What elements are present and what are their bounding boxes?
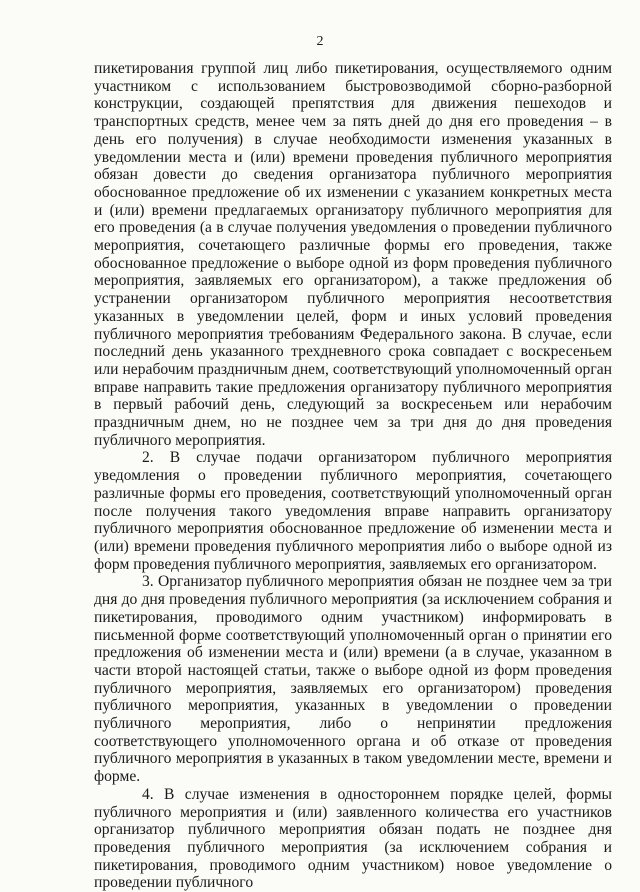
page-number: 2 xyxy=(316,34,324,49)
paragraph-continuation: пикетирования группой лиц либо пикетирования, осуществляемого одним участником с использованием быстровозводимой сборно-разборной конструкции, создающей препятствия для движения пешеходов и транспортных средств, менее чем за пять дней до дня его проведения – в день его получения) в случае необходимости изменения указанных в уведомлении места и (или) времени проведения публичного мероприятия обязан довести до сведения организатора публичного мероприятия обоснованное предложение об их изменении с указанием конкретных места и (или) времени предлагаемых организатору публичного мероприятия для его проведения (а в случае получения уведомления о проведении публичного мероприятия, сочетающего различные формы его проведения, также обоснованное предложение о выборе одной из форм проведения публичного мероприятия, заявляемых его организатором), а также предложения об устранении организатором публичного мероприятия несоответствия указанных в уведомлении целей, форм и иных условий проведения публичного мероприятия требованиям Федерального закона. В случае, если последний день указанного трехдневного срока совпадает с воскресеньем или нерабочим праздничным днем, соответствующий уполномоченный орган вправе направить такие предложения организатору публичного мероприятия в первый рабочий день, следующий за воскресеньем или нерабочим праздничным днем, но не позднее чем за три дня до дня проведения публичного мероприятия. xyxy=(94,60,612,449)
document-body xyxy=(94,60,612,892)
paragraph-2: 2. В случае подачи организатором публичного мероприятия уведомления о проведении публичного мероприятия, сочетающего различные формы его проведения, соответствующий уполномоченный орган после получения такого уведомления вправе направить организатору публичного мероприятия обоснованное предложение об изменении места и (или) времени проведения публичного мероприятия либо о выборе одной из форм проведения публичного мероприятия, заявляемых его организатором. xyxy=(94,449,612,573)
paragraph-4: 4. В случае изменения в одностороннем порядке целей, формы публичного мероприятия и (или) заявленного количества его участников организатор публичного мероприятия обязан подать не позднее дня проведения публичного мероприятия (за исключением собрания и пикетирования, проводимого одним участником) новое уведомление о проведении публичного xyxy=(94,785,612,892)
paragraph-3: 3. Организатор публичного мероприятия обязан не позднее чем за три дня до дня проведения публичного мероприятия (за исключением собрания и пикетирования, проводимого одним участником) информировать в письменной форме соответствующий уполномоченный орган о принятии его предложения об изменении места и (или) времени (а в случае, указанном в части второй настоящей статьи, также о выборе одной из форм проведения публичного мероприятия, заявляемых его организатором) проведения публичного мероприятия, указанных в уведомлении о проведении публичного мероприятия, либо о непринятии предложения соответствующего уполномоченного органа и об отказе от проведения публичного мероприятия в указанных в таком уведомлении месте, времени и форме. xyxy=(94,573,612,786)
